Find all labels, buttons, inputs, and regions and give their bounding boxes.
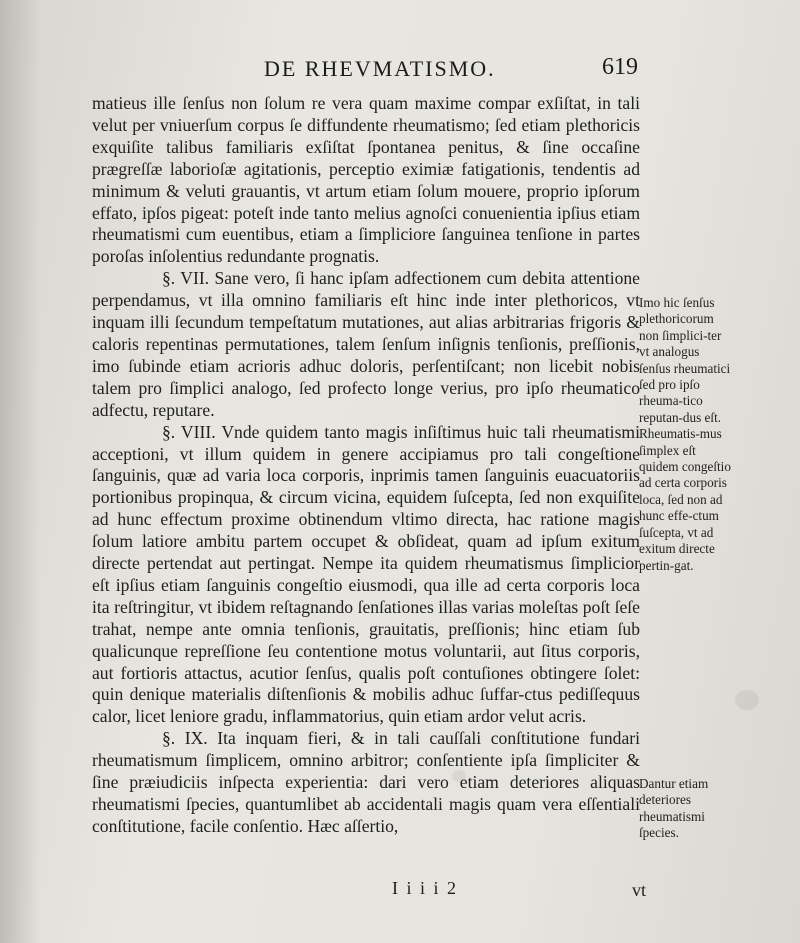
signature-mark: I i i i 2: [392, 878, 458, 898]
section-paragraph-ix: §. IX. Ita inquam fieri, & in tali cauſſali conſtitutione fundari rheumatismum ſimplicem, omnino arbitror; conſentiente ipſa ſimpliciter & ſine præiudiciis inſpecta experientia: dari vero etiam deteriores aliquas rheumatismi ſpecies, quantumlibet ab accidentali magis quam vera eſſentiali conſtitutione, facile conſentio. Hæc aſſertio,: [92, 728, 640, 836]
running-head: DE RHEVMATISMO.: [264, 56, 496, 81]
margin-note: Imo hic ſenſus plethoricorum non ſimplici-ter vt analogus ſenſus rheumatici ſed pro ipſo rheuma-tico reputan-dus eſt. Rheumatis-mus ſimplex eſt quidem congeſtio ad certa corporis loca, ſed non ad hunc effe-ctum ſuſcepta, vt ad exitum directe pertin-gat.: [639, 295, 731, 573]
body-paragraph: matieus ille ſenſus non ſolum re vera quam maxime compar exſiſtat, in tali velut per vniuerſum corpus ſe diffundente rheumatismo; ſed etiam plethoricis exquiſite talibus familiaris exſiſtat ſpontanea penitus, & ſine occaſine prægreſſæ laborioſæ agitationis, perceptio eximiæ fatigationis, tendentis ad minimum & veluti grauantis, vt artum etiam ſolum mouere, proprio ipſorum effato, ipſos pigeat: poteſt inde tanto melius agnoſci conuenientia ipſius etiam rheumatismi cum euentibus, etiam a ſimpliciore ſanguinea tenſione in partes poroſas inſolentius redundante prognatis.: [92, 93, 640, 267]
main-text-block: [92, 93, 640, 838]
page-number: 619: [602, 54, 638, 80]
catchword: vt: [632, 880, 647, 900]
paper-stain: [735, 690, 759, 710]
page-edge-shadow: [0, 0, 40, 943]
margin-note: Dantur etiam deteriores rheumatismi ſpecies.: [639, 776, 709, 841]
page-header: [250, 56, 670, 86]
section-paragraph-vii: §. VII. Sane vero, ſi hanc ipſam adfectionem cum debita attentione perpendamus, vt illa omnino familiaris eſt hinc inde inter plethoricos, vt inquam illi ſecundum tempeſtatum mutationes, aut alias arbitrarias frigoris & caloris repentinas permutationes, talem ſenſum inſignis tenſionis, preſſionis, imo ſubinde etiam acrioris adhuc doloris, perſentiſcant; non licebit nobis talem pro ſimplici analogo, ſed profecto longe verius, pro ipſo rheumatico adfectu, reputare.: [92, 268, 640, 420]
section-paragraph-viii: §. VIII. Vnde quidem tanto magis inſiſtimus huic tali rheumatismi acceptioni, vt illum quidem in genere accipiamus pro tali congeſtione ſanguinis, quæ ad varia loca corporis, inprimis tamen ſanguinis euacuatoriis portionibus propinqua, & circum vicina, equidem ſuſcepta, ſed non exquiſite ad hunc effectum proxime obtinendum vltimo directa, hac ratione magis ſolum latiore ambitu partem occupet & obſideat, quam ad ipſum exitum directe pertendat aut pertingat. Nempe ita quidem rheumatismus ſimplicior eſt ipſius etiam ſanguinis congeſtio eiusmodi, qua ille ad certa corporis loca ita reſtringitur, vt ibidem reſtagnando ſenſationes illas varias moleſtas poſt ſeſe trahat, nempe ante omnia tenſionis, grauitatis, preſſionis; hinc etiam ſub qualicunque repreſſione ſeu contentione motus voluntarii, aut ſitus corporis, aut fortioris attactus, acutior ſenſus, qualis poſt contuſiones obtingere ſolet: quin denique materialis diſtenſionis & mobilis adhuc ſuffar-ctus pediſſequus calor, licet leniore gradu, inflammatorius, quin etiam ardor velut acris.: [92, 421, 640, 727]
